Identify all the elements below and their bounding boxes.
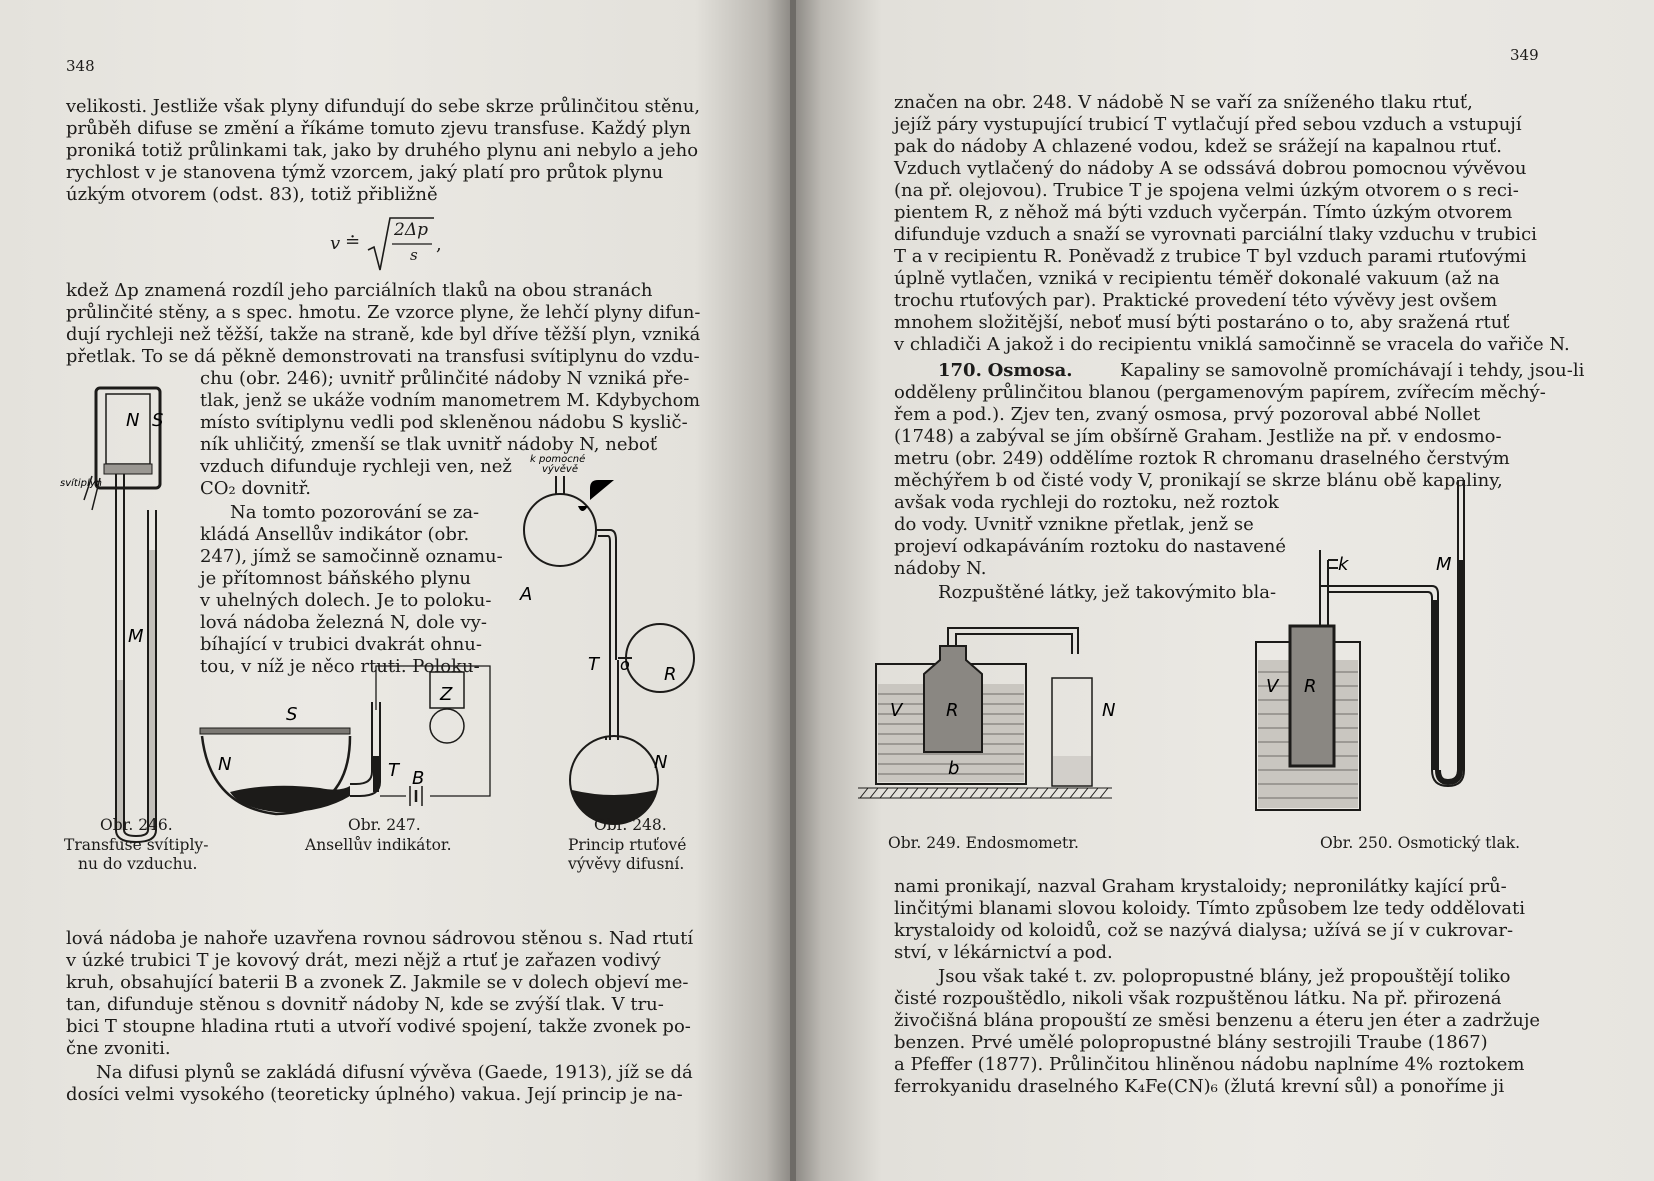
text-line: (1748) a zabýval se jím obšírně Graham. Jestliže na př. v endosmo- — [894, 426, 1502, 447]
text-line: benzen. Prvé umělé polopropustné blány sestrojili Traube (1867) — [894, 1032, 1488, 1053]
fig246-number: Obr. 246. — [100, 816, 173, 834]
text-line: nádoby N. — [894, 558, 987, 579]
text-line: přetlak. To se dá pěkně demonstrovati na transfusi svítiplynu do vzdu- — [66, 346, 700, 367]
text-line: odděleny průlinčitou blanou (pergamenovým papírem, zvířecím měchý- — [894, 382, 1546, 403]
formula-tail: , — [436, 234, 442, 255]
text-line: T a v recipientu R. Poněvadž z trubice T byl vzduch parami rtuťovými — [894, 246, 1527, 267]
fig249-caption: Obr. 249. Endosmometr. — [888, 834, 1079, 852]
fig247-caption: Ansellův indikátor. — [305, 836, 452, 854]
fig248-label-pump: vývěvě — [542, 464, 578, 475]
text-line: kládá Ansellův indikátor (obr. — [200, 524, 470, 545]
text-line: v uhelných dolech. Je to poloku- — [200, 590, 492, 611]
figure-249-endosmometer — [856, 624, 1116, 824]
text-line: tan, difunduje stěnou s dovnitř nádoby N, kde se zvýší tlak. V tru- — [66, 994, 664, 1015]
text-line: vzduch difunduje rychleji ven, než — [200, 456, 512, 477]
fig247-label-N: N — [218, 754, 232, 775]
page-number: 348 — [66, 57, 95, 75]
text-line: měchýřem b od čisté vody V, pronikají se skrze blánu obě kapaliny, — [894, 470, 1503, 491]
text-line: úplně vytlačen, vzniká v recipientu téměř dokonalé vakuum (až na — [894, 268, 1500, 289]
fig246-label-S: S — [152, 410, 164, 431]
text-line: Na difusi plynů se zakládá difusní vývěva (Gaede, 1913), jíž se dá — [96, 1062, 693, 1083]
text-line: trochu rtuťových par). Praktické provedení této vývěvy jest ovšem — [894, 290, 1498, 311]
text-line: lová nádoba je nahoře uzavřena rovnou sádrovou stěnou s. Nad rtutí — [66, 928, 694, 949]
fig246-label-M: M — [128, 626, 144, 647]
right-page — [796, 0, 1654, 1181]
text-line: rychlost v je stanovena týmž vzorcem, jaký platí pro průtok plynu — [66, 162, 664, 183]
text-line: ník uhličitý, zmenší se tlak uvnitř nádoby N, neboť — [200, 434, 658, 455]
figure-250-osmotic-pressure — [1252, 500, 1472, 820]
fig247-number: Obr. 247. — [348, 816, 421, 834]
fig249-label-N: N — [1102, 700, 1116, 721]
fig248-label-R: R — [664, 664, 677, 685]
text-line: ství, v lékárnictví a pod. — [894, 942, 1113, 963]
text-line: mnohem složitější, neboť musí býti postaráno o to, aby sražená rtuť — [894, 312, 1510, 333]
text-line: v úzké trubici T je kovový drát, mezi nějž a rtuť je zařazen vodivý — [66, 950, 661, 971]
fig250-label-M: M — [1436, 554, 1452, 575]
text-line: místo svítiplynu vedli pod skleněnou nádobu S kyslič- — [200, 412, 688, 433]
text-line: pak do nádoby A chlazené vodou, kdež se srážejí na kapalnou rtuť. — [894, 136, 1502, 157]
text-line: čisté rozpouštědlo, nikoli však rozpuštěnou látku. Na př. přirozená — [894, 988, 1502, 1009]
fig248-label-T: T — [588, 654, 599, 675]
figure-247-ansell-indicator — [200, 684, 520, 836]
text-line: bíhající v trubici dvakrát ohnu- — [200, 634, 482, 655]
text-line: v chladiči A jakož i do recipientu vniklá samočinně se vracela do vařiče N. — [894, 334, 1570, 355]
text-line: živočišná blána propouští ze směsi benzenu a éteru jen éter a zadržuje — [894, 1010, 1541, 1031]
fig248-label-pump: k pomocné — [530, 454, 586, 465]
page-number: 349 — [1510, 46, 1539, 64]
fig249-label-R: R — [946, 700, 959, 721]
left-page — [0, 0, 790, 1181]
text-line: difunduje vzduch a snaží se vyrovnati parciální tlaky vzduchu v trubici — [894, 224, 1537, 245]
fig249-label-b: b — [948, 758, 960, 779]
section-number: 170. — [938, 360, 982, 381]
fig246-caption: Transfuse svítiply- — [64, 836, 209, 854]
text-line: velikosti. Jestliže však plyny difundují do sebe skrze průlinčitou stěnu, — [66, 96, 701, 117]
fig248-caption: Princip rtuťové — [568, 836, 687, 854]
fig247-label-T: T — [388, 760, 399, 781]
section-title: Osmosa. — [987, 360, 1073, 381]
fig250-label-k: k — [1338, 554, 1349, 575]
text-line: Jsou však také t. zv. polopropustné blány, jež propouštějí toliko — [938, 966, 1511, 987]
text-line: dosíci velmi vysokého (teoreticky úplného) vakua. Její princip je na- — [66, 1084, 683, 1105]
text-line: linčitými blanami slovou koloidy. Tímto způsobem lze tedy oddělovati — [894, 898, 1525, 919]
text-line: Rozpuštěné látky, jež takovýmito bla- — [938, 582, 1277, 603]
fig246-label-gas: svítiplyn — [60, 478, 102, 489]
fig250-caption: Obr. 250. Osmotický tlak. — [1320, 834, 1521, 852]
text-line: kruh, obsahující baterii B a zvonek Z. Jakmile se v dolech objeví me- — [66, 972, 689, 993]
fig249-label-V: V — [890, 700, 903, 721]
text-line: tou, v níž je něco rtuti. Poloku- — [200, 656, 480, 677]
fig248-number: Obr. 248. — [594, 816, 667, 834]
text-line: metru (obr. 249) oddělíme roztok R chromanu draselného čerstvým — [894, 448, 1510, 469]
fig248-label-A: A — [520, 584, 533, 605]
formula-numerator: 2Δp — [394, 220, 428, 240]
text-line: avšak voda rychleji do roztoku, než roztok — [894, 492, 1279, 513]
text-line: řem a pod.). Zjev ten, zvaný osmosa, prvý pozoroval abbé Nollet — [894, 404, 1481, 425]
text-line: značen na obr. 248. V nádobě N se vaří za sníženého tlaku rtuť, — [894, 92, 1473, 113]
text-line: Vzduch vytlačený do nádoby A se odssává dobrou pomocnou vývěvou — [894, 158, 1527, 179]
text-line: je přítomnost báňského plynu — [200, 568, 472, 589]
text-line: tlak, jenž se ukáže vodním manometrem M. Kdybychom — [200, 390, 701, 411]
text-line: pientem R, z něhož má býti vzduch vyčerpán. Tímto úzkým otvorem — [894, 202, 1513, 223]
text-line: průlinčité stěny, a s spec. hmotu. Ze vzorce plyne, že lehčí plyny difun- — [66, 302, 701, 323]
formula-lhs: v — [330, 233, 341, 254]
text-line: lová nádoba železná N, dole vy- — [200, 612, 487, 633]
figure-248-diffusion-pump — [520, 454, 720, 840]
text-line: do vody. Uvnitř vznikne přetlak, jenž se — [894, 514, 1254, 535]
text-line: ferrokyanidu draselného K₄Fe(CN)₆ (žlutá krevní sůl) a ponoříme ji — [894, 1076, 1505, 1097]
fig248-label-o: o — [620, 655, 630, 674]
text-line: (na př. olejovou). Trubice T je spojena velmi úzkým otvorem o s reci- — [894, 180, 1519, 201]
fig247-label-Z: Z — [440, 684, 453, 705]
text-line: bici T stoupne hladina rtuti a utvoří vodivé spojení, takže zvonek po- — [66, 1016, 691, 1037]
text-line: 247), jímž se samočinně oznamu- — [200, 546, 503, 567]
text-line: dují rychleji než těžší, takže na straně, kde byl dříve těžší plyn, vzniká — [66, 324, 701, 345]
fig247-label-B: B — [412, 768, 425, 789]
text-line: CO₂ dovnitř. — [200, 478, 311, 499]
text-line: jejíž páry vystupující trubicí T vytlačují před sebou vzduch a vstupují — [894, 114, 1522, 135]
fig248-label-N: N — [654, 752, 668, 773]
fig248-caption: vývěvy difusní. — [568, 855, 685, 873]
text-line: průběh difuse se změní a říkáme tomuto zjevu transfuse. Každý plyn — [66, 118, 691, 139]
formula-denominator: s — [410, 246, 418, 264]
text-line: proniká totiž průlinkami tak, jako by druhého plynu ani nebylo a jeho — [66, 140, 699, 161]
text-line: čne zvoniti. — [66, 1038, 171, 1059]
fig247-label-S: S — [286, 704, 298, 725]
section-heading — [938, 360, 1073, 382]
text-line: Na tomto pozorování se za- — [230, 502, 480, 523]
fig246-label-N: N — [126, 410, 140, 431]
formula-approx: ≐ — [345, 231, 361, 252]
text-line: kdež Δp znamená rozdíl jeho parciálních tlaků na obou stranách — [66, 280, 653, 301]
text-line: nami pronikají, nazval Graham krystaloidy; nepronilátky kající prů- — [894, 876, 1507, 897]
text-line: a Pfeffer (1877). Průlinčitou hliněnou nádobu naplníme 4% roztokem — [894, 1054, 1525, 1075]
figure-246-transfusion — [60, 380, 180, 840]
text-line: úzkým otvorem (odst. 83), totiž přibližně — [66, 184, 438, 205]
text-line: krystaloidy od koloidů, což se nazývá dialysa; užívá se jí v cukrovar- — [894, 920, 1514, 941]
text-line: projeví odkapáváním roztoku do nastavené — [894, 536, 1287, 557]
text-line: chu (obr. 246); uvnitř průlinčité nádoby N vzniká pře- — [200, 368, 690, 389]
text-line: Kapaliny se samovolně promíchávají i tehdy, jsou-li — [1120, 360, 1585, 381]
fig250-label-V: V — [1266, 676, 1279, 697]
fig246-caption: nu do vzduchu. — [78, 855, 198, 873]
fig250-label-R: R — [1304, 676, 1317, 697]
